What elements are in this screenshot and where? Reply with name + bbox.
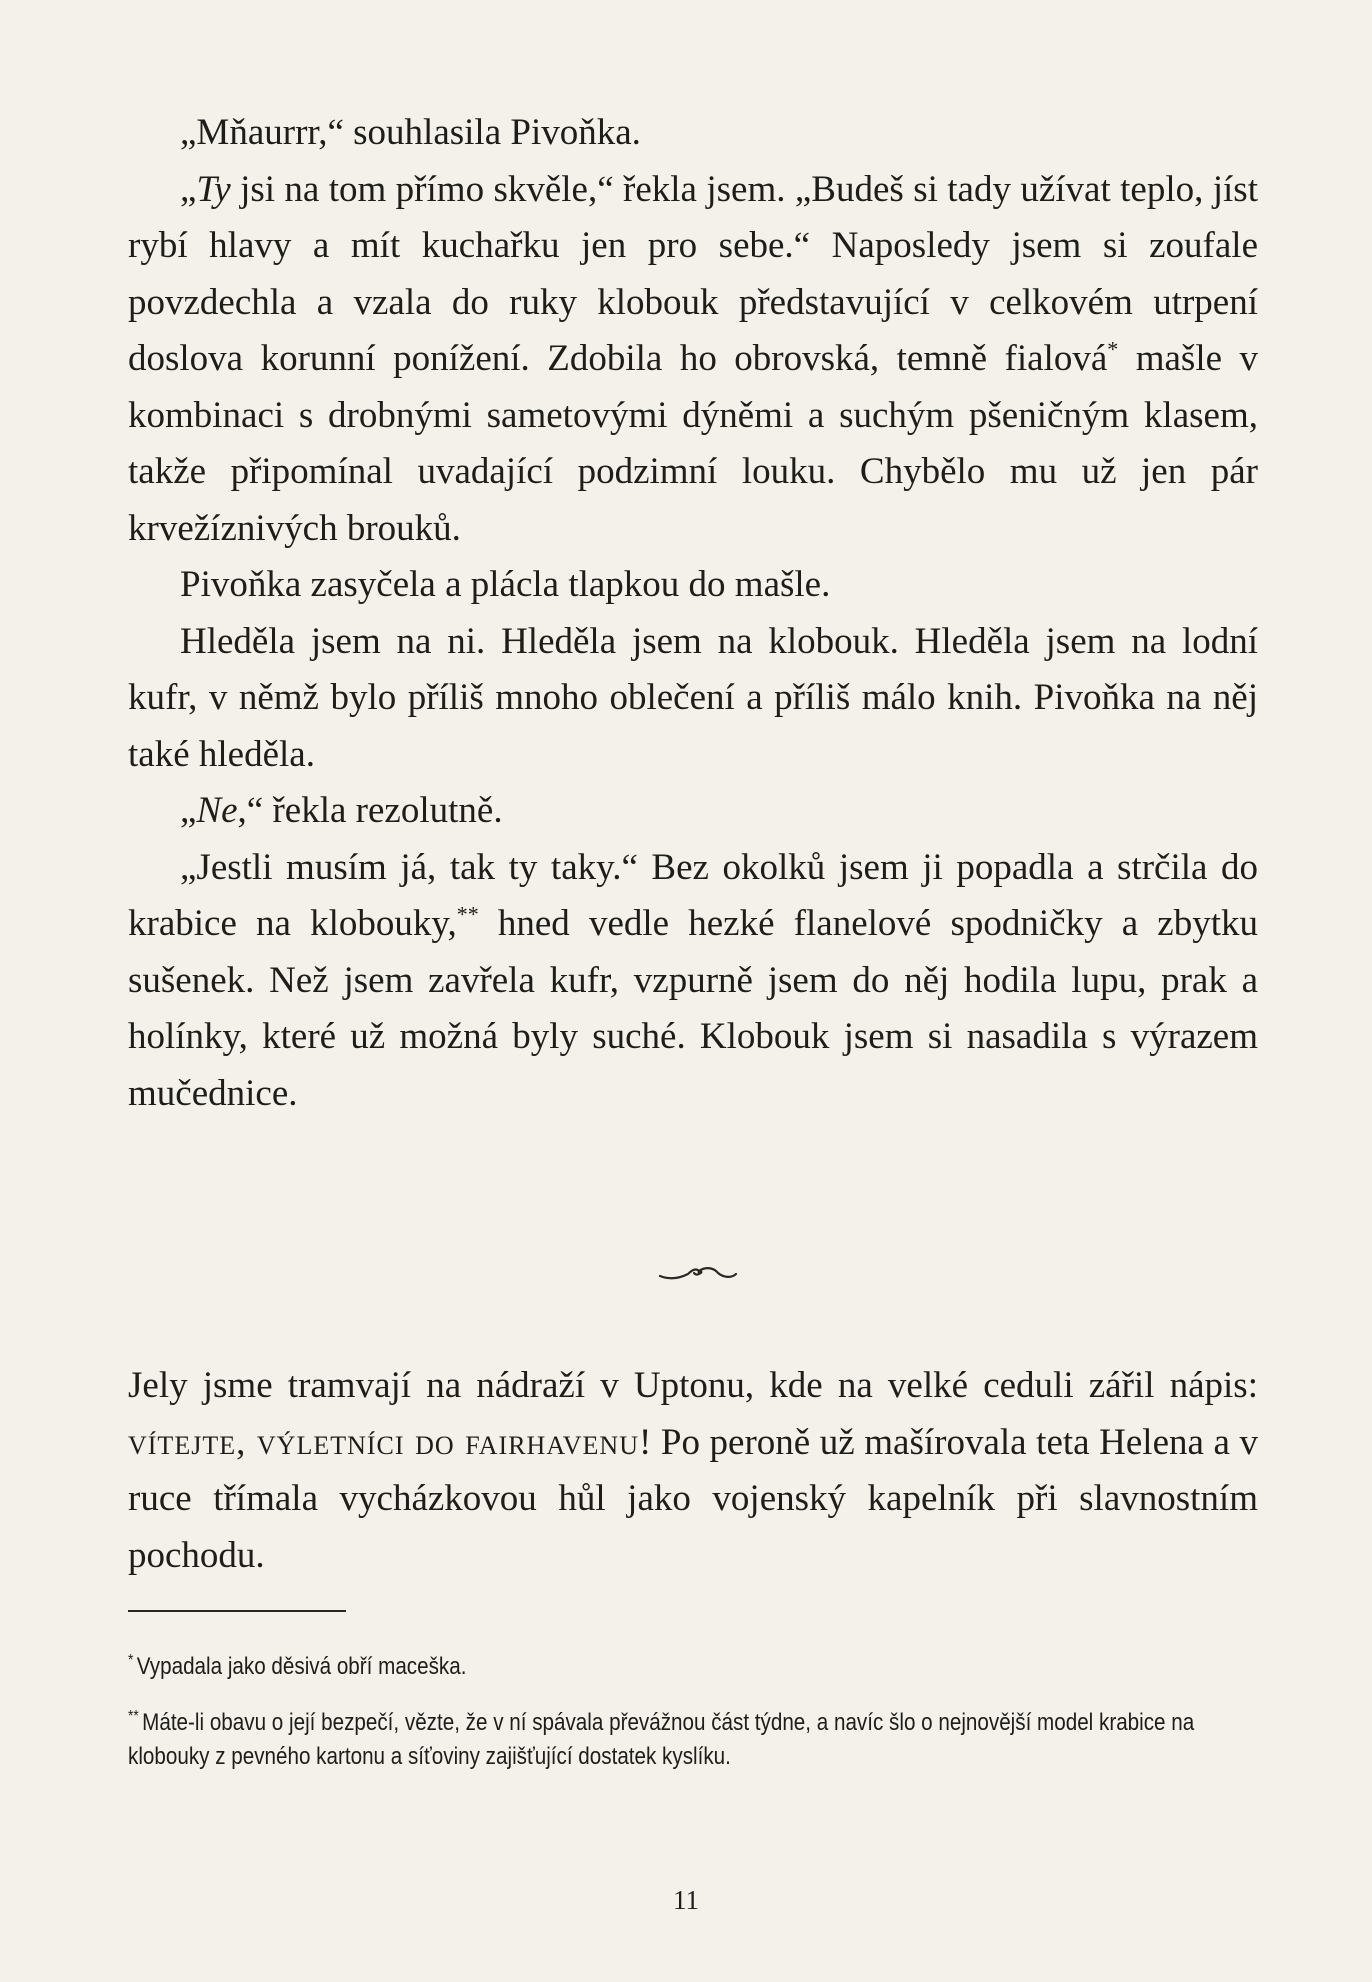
paragraph-text: Hleděla jsem na ni. Hleděla jsem na klobouk. Hleděla jsem na lodní kufr, v němž bylo příliš mnoho oblečení a příliš málo knih. Pivoňka na něj také hleděla. xyxy=(128,620,1258,775)
paragraph-1 xyxy=(128,105,1258,162)
paragraph-text: hned vedle hezké flanelové spodničky a zbytku sušenek. Než jsem zavřela kufr, vzpurně jsem do něj hodila lupu, prak a holínky, které už možná byly suché. Klobouk jsem si nasadila s výrazem mučednice. xyxy=(128,903,1259,1114)
paragraph-4 xyxy=(128,614,1258,784)
footnote-symbol: ** xyxy=(128,1708,139,1725)
paragraph-text: ! Po peroně už mašírovala teta Helena a v ruce třímala vycházkovou hůl jako vojenský kapelník při slavnostním pochodu. xyxy=(128,1421,1258,1576)
footnote-marker: * xyxy=(1107,336,1119,362)
paragraph-3 xyxy=(128,557,1258,614)
paragraph-text: „Mňaurrr,“ souhlasila Pivoňka. xyxy=(180,112,641,153)
page-number: 11 xyxy=(673,1885,699,1915)
main-text xyxy=(128,105,1258,1122)
sign-text: vítejte, výletníci do fairhavenu xyxy=(128,1421,639,1463)
paragraph-6 xyxy=(128,840,1258,1123)
emphasis-text: Ty xyxy=(196,168,231,210)
footnote-text: Máte-li obavu o její bezpečí, vězte, že v ní spávala převážnou část týdne, a navíc šlo o nejnovější model krabice na klobouky z pevného kartonu a síťoviny zajišťující dostatek kyslíku. xyxy=(128,1709,1195,1770)
footnote-marker: ** xyxy=(456,901,479,927)
paragraph-text: jsi na tom přímo skvěle,“ řekla jsem. „Budeš si tady užívat teplo, jíst rybí hlavy a mít kuchařku jen pro sebe.“ Naposledy jsem si zoufale povzdechla a vzala do ruky klobouk představující v celkovém utrpení doslova korunní ponížení. Zdobila ho obrovská, temně fialová xyxy=(128,168,1258,379)
emphasis-text: Ne xyxy=(196,790,238,831)
paragraph-2: „Ty jsi na tom přímo skvěle,“ řekla jsem. „Budeš si tady užívat teplo, jíst rybí hlavy a mít kuchařku jen pro sebe.“ Naposledy jsem si zoufale povzdechla a vzala do ruky klobouk představující v celkovém utrpení doslova korunní ponížení. Zdobila ho obrovská, temně fialová* mašle v kombinaci s drobnými sametovými dýněmi a suchým pšeničným klasem, takže připomínal uvadající podzimní louku. Chybělo mu už jen pár krvežíznivých brouků. xyxy=(128,168,1258,549)
footnote-1 xyxy=(128,1650,1237,1684)
paragraph-text: Jely jsme tramvají na nádraží v Uptonu, kde na velké ceduli zářil nápis: xyxy=(128,1365,1258,1406)
footnote-text: Vypadala jako děsivá obří maceška. xyxy=(136,1653,467,1680)
paragraph-text: Pivoňka zasyčela a plácla tlapkou do mašle. xyxy=(180,564,831,605)
footnote-2 xyxy=(128,1706,1237,1774)
footnote-rule xyxy=(128,1610,346,1612)
footnote-symbol: * xyxy=(128,1652,134,1669)
footnotes xyxy=(128,1650,1195,1796)
paragraph-7 xyxy=(128,1358,1258,1584)
paragraph-text: ,“ řekla rezolutně. xyxy=(237,790,503,831)
paragraph-5: „Ne,“ řekla rezolutně. xyxy=(180,790,503,831)
paragraph-text: mašle v kombinaci s drobnými sametovými dýněmi a suchým pšeničným klasem, takže připomínal uvadající podzimní louku. Chybělo mu už jen pár krvežíznivých brouků. xyxy=(128,338,1258,549)
paragraph-text: „Jestli musím já, tak ty taky.“ Bez okolků jsem ji popadla a strčila do krabice na klobouky, xyxy=(128,846,1258,944)
section-two xyxy=(128,1358,1258,1584)
flourish-divider-icon xyxy=(656,1262,740,1284)
